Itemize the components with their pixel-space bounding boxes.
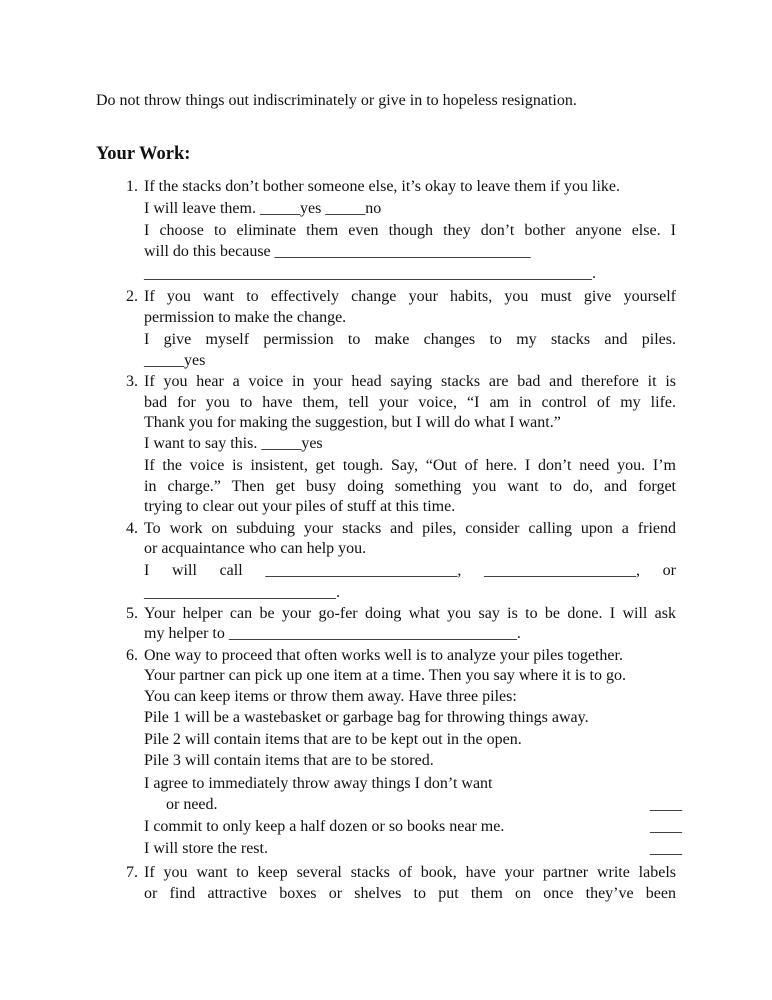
item-6-line-2: Your partner can pick up one item at a time. Then you say where it is to go. (144, 667, 626, 684)
item-3-line-1: If you hear a voice in your head saying stacks are bad and therefore it is (144, 373, 676, 390)
item-1-line-2: I will leave them. _____yes _____no (144, 200, 382, 217)
item-6-number: 6. (126, 647, 138, 664)
item-4-line-4: ________________________. (144, 584, 340, 601)
item-7-line-1: If you want to keep several stacks of book, have your partner write labels (144, 864, 676, 881)
item-6-checkbox-blank-3[interactable]: ____ (650, 840, 682, 857)
item-6-line-8: or need. (166, 796, 218, 813)
item-2-number: 2. (126, 288, 138, 305)
section-heading: Your Work: (96, 144, 191, 164)
item-3-line-3: Thank you for making the suggestion, but I will do what I want.” (144, 414, 561, 431)
item-3-line-2: bad for you to have them, tell your voice, “I am in control of my life. (144, 394, 676, 411)
item-4-number: 4. (126, 520, 138, 537)
item-1-line-4: will do this because ________________________________ (144, 243, 531, 260)
item-4-line-2: or acquaintance who can help you. (144, 540, 367, 557)
item-6-line-1: One way to proceed that often works well is to analyze your piles together. (144, 647, 623, 664)
item-6-line-5: Pile 2 will contain items that are to be kept out in the open. (144, 731, 522, 748)
item-6-checkbox-blank-1[interactable]: ____ (650, 796, 682, 813)
item-2-line-3: I give myself permission to make changes to my stacks and piles. (144, 331, 676, 348)
item-2-line-2: permission to make the change. (144, 309, 347, 326)
item-3-number: 3. (126, 373, 138, 390)
item-4-line-3: I will call ________________________, ___________________, or (144, 562, 676, 579)
item-1-line-3: I choose to eliminate them even though they don’t bother anyone else. I (144, 222, 676, 239)
item-1-line-1: If the stacks don’t bother someone else, it’s okay to leave them if you like. (144, 178, 621, 195)
item-7-number: 7. (126, 864, 138, 881)
item-3-line-7: trying to clear out your piles of stuff at this time. (144, 498, 456, 515)
item-7-line-2: or find attractive boxes or shelves to put them on once they’ve been (144, 885, 676, 902)
item-3-line-5: If the voice is insistent, get tough. Say, “Out of here. I don’t need you. I’m (144, 457, 676, 474)
item-1-line-5: ________________________________________________________. (144, 265, 596, 282)
item-6-checkbox-blank-2[interactable]: ____ (650, 818, 682, 835)
item-6-line-3: You can keep items or throw them away. Have three piles: (144, 688, 517, 705)
item-3-line-6: in charge.” Then get busy doing something you want to do, and forget (144, 478, 676, 495)
item-6-line-9: I commit to only keep a half dozen or so books near me. (144, 818, 505, 835)
item-3-line-4: I want to say this. _____yes (144, 435, 323, 452)
item-6-line-6: Pile 3 will contain items that are to be stored. (144, 752, 434, 769)
item-6-line-10: I will store the rest. (144, 840, 268, 857)
item-5-number: 5. (126, 605, 138, 622)
item-4-line-1: To work on subduing your stacks and piles, consider calling upon a friend (144, 520, 676, 537)
item-5-line-1: Your helper can be your go-fer doing what you say is to be done. I will ask (144, 605, 676, 622)
item-5-line-2: my helper to ____________________________________. (144, 625, 521, 642)
item-2-line-4: _____yes (144, 352, 206, 369)
item-6-line-4: Pile 1 will be a wastebasket or garbage bag for throwing things away. (144, 709, 589, 726)
item-6-line-7: I agree to immediately throw away things I don’t want (144, 775, 493, 792)
intro-text: Do not throw things out indiscriminately or give in to hopeless resignation. (96, 92, 577, 109)
item-1-number: 1. (126, 178, 138, 195)
item-2-line-1: If you want to effectively change your habits, you must give yourself (144, 288, 676, 305)
